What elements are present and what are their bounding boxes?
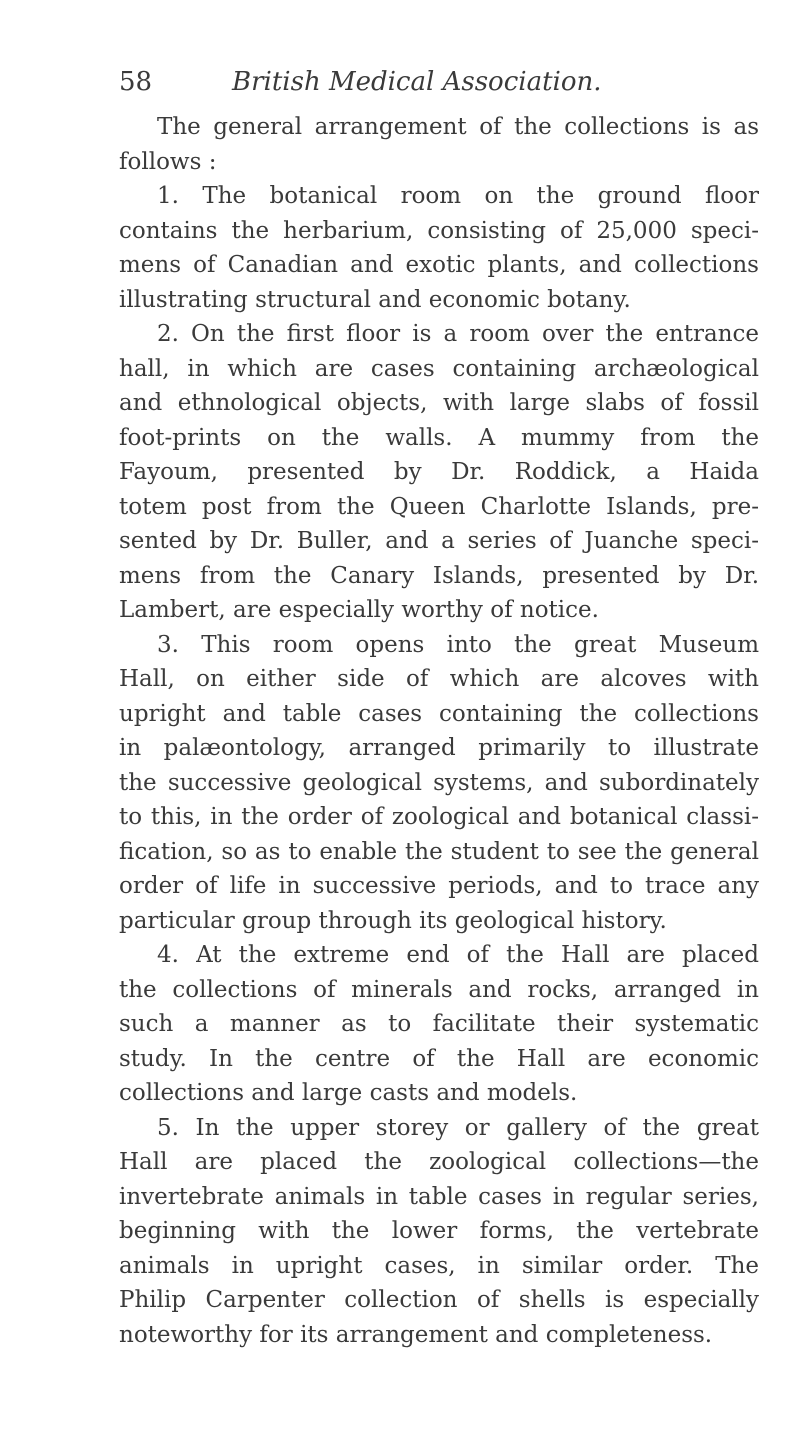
text-line: mens from the Canary Islands, presented by Dr. xyxy=(119,562,759,589)
text-line: collections and large casts and models. xyxy=(119,1080,578,1106)
text-line: and ethnological objects, with large slabs of fossil xyxy=(119,390,759,416)
text-line: upright and table cases containing the collections xyxy=(119,700,759,727)
body-text xyxy=(119,110,759,1352)
running-head xyxy=(119,60,759,104)
text-line: Fayoum, presented by Dr. Roddick, a Haida xyxy=(119,459,759,485)
text-line: animals in upright cases, in similar order. The xyxy=(119,1252,759,1279)
text-line: totem post from the Queen Charlotte Islands, pre- xyxy=(119,493,759,520)
text-line: follows : xyxy=(119,148,217,175)
text-line: particular group through its geological history. xyxy=(119,907,667,934)
text-line: Lambert, are especially worthy of notice. xyxy=(119,597,599,623)
text-line: Philip Carpenter collection of shells is especially xyxy=(119,1287,759,1313)
text-line: to this, in the order of zoological and botanical classi- xyxy=(119,804,759,830)
text-line: beginning with the lower forms, the vertebrate xyxy=(119,1218,759,1244)
text-line: mens of Canadian and exotic plants, and collections xyxy=(119,252,759,278)
text-line: foot-prints on the walls. A mummy from the xyxy=(119,424,759,451)
text-line: the collections of minerals and rocks, arranged in xyxy=(119,976,759,1003)
text-line: such a manner as to facilitate their systematic xyxy=(119,1011,759,1037)
text-line: fication, so as to enable the student to see the general xyxy=(119,838,759,865)
text-line: in palæontology, arranged primarily to illustrate xyxy=(119,735,759,761)
text-line: noteworthy for its arrangement and completeness. xyxy=(119,1321,713,1348)
text-line: 5. In the upper storey or gallery of the great xyxy=(157,1114,759,1141)
text-line: 1. The botanical room on the ground floor xyxy=(157,183,759,209)
page-number: 58 xyxy=(119,67,153,97)
text-line: hall, in which are cases containing archæological xyxy=(119,355,759,382)
text-line: 3. This room opens into the great Museum xyxy=(157,631,759,658)
text-line: Hall, on either side of which are alcoves with xyxy=(119,666,759,692)
running-title: British Medical Association. xyxy=(232,67,602,97)
text-line: illustrating structural and economic botany. xyxy=(119,286,631,313)
text-line: invertebrate animals in table cases in regular series, xyxy=(119,1183,759,1210)
text-line: The general arrangement of the collections is as xyxy=(157,114,759,140)
text-line: Hall are placed the zoological collections—the xyxy=(119,1149,759,1175)
text-line: the successive geological systems, and subordinately xyxy=(119,769,759,796)
text-line: contains the herbarium, consisting of 25,000 speci- xyxy=(119,217,759,244)
text-line: 2. On the first floor is a room over the entrance xyxy=(157,321,759,347)
text-line: 4. At the extreme end of the Hall are placed xyxy=(157,942,759,968)
text-line: sented by Dr. Buller, and a series of Juanche speci- xyxy=(119,528,759,554)
text-line: order of life in successive periods, and to trace any xyxy=(119,873,759,899)
text-line: study. In the centre of the Hall are economic xyxy=(119,1045,759,1072)
book-page xyxy=(119,60,759,1352)
